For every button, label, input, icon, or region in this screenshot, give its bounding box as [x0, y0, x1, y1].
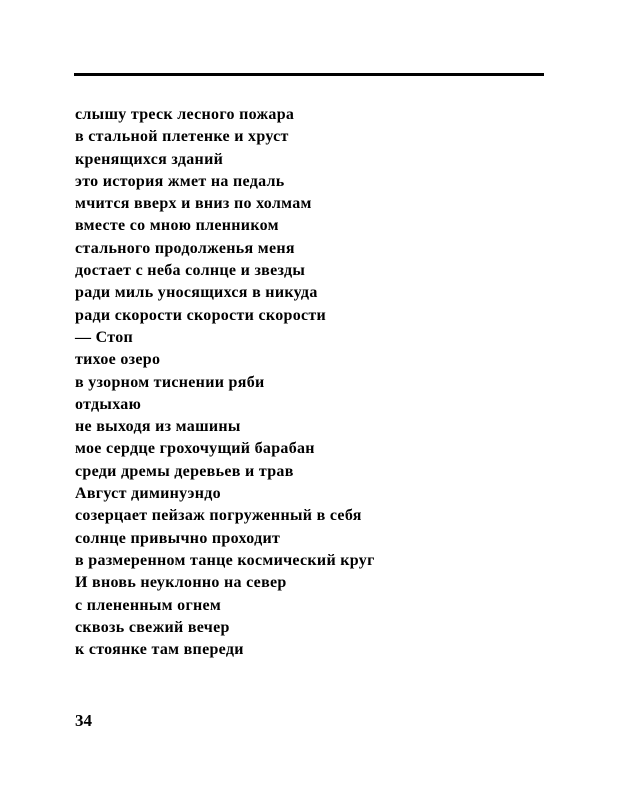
poem-line: не выходя из машины: [75, 418, 241, 436]
poem-line: сквозь свежий вечер: [75, 618, 230, 636]
poem-line: в стальной плетенке и хруст: [75, 128, 289, 146]
poem-line: мое сердце грохочущий барабан: [75, 440, 315, 458]
poem-line: отдыхаю: [75, 395, 142, 413]
poem-line: тихое озеро: [75, 351, 161, 369]
poem-line: вместе со мною пленником: [75, 217, 279, 235]
poem-line: стального продолженья меня: [75, 239, 295, 257]
header-rule: [74, 73, 544, 76]
poem-line: в узорном тиснении ряби: [75, 373, 265, 391]
poem-line: солнце привычно проходит: [75, 529, 281, 547]
poem-line: мчится вверх и вниз по холмам: [75, 195, 312, 213]
poem-line: — Стоп: [75, 328, 134, 346]
poem-line: И вновь неуклонно на север: [75, 574, 287, 592]
poem-line: достает с неба солнце и звезды: [75, 262, 306, 280]
poem-line: ради миль уносящихся в никуда: [75, 284, 318, 302]
poem-line: среди дремы деревьев и трав: [75, 462, 294, 480]
poem-line: ради скорости скорости скорости: [75, 306, 327, 324]
poem-line: с плененным огнем: [75, 596, 222, 614]
poem-text: [75, 104, 375, 661]
poem-line: это история жмет на педаль: [75, 172, 285, 190]
poem-line: кренящихся зданий: [75, 150, 224, 168]
page-number: 34: [75, 711, 92, 730]
poem-line: созерцает пейзаж погруженный в себя: [75, 507, 362, 525]
poem-line: Август диминуэндо: [75, 485, 221, 503]
poem-line: к стоянке там впереди: [75, 641, 244, 659]
poem-line: слышу треск лесного пожара: [75, 106, 295, 123]
poem-line: в размеренном танце космический круг: [75, 551, 375, 569]
